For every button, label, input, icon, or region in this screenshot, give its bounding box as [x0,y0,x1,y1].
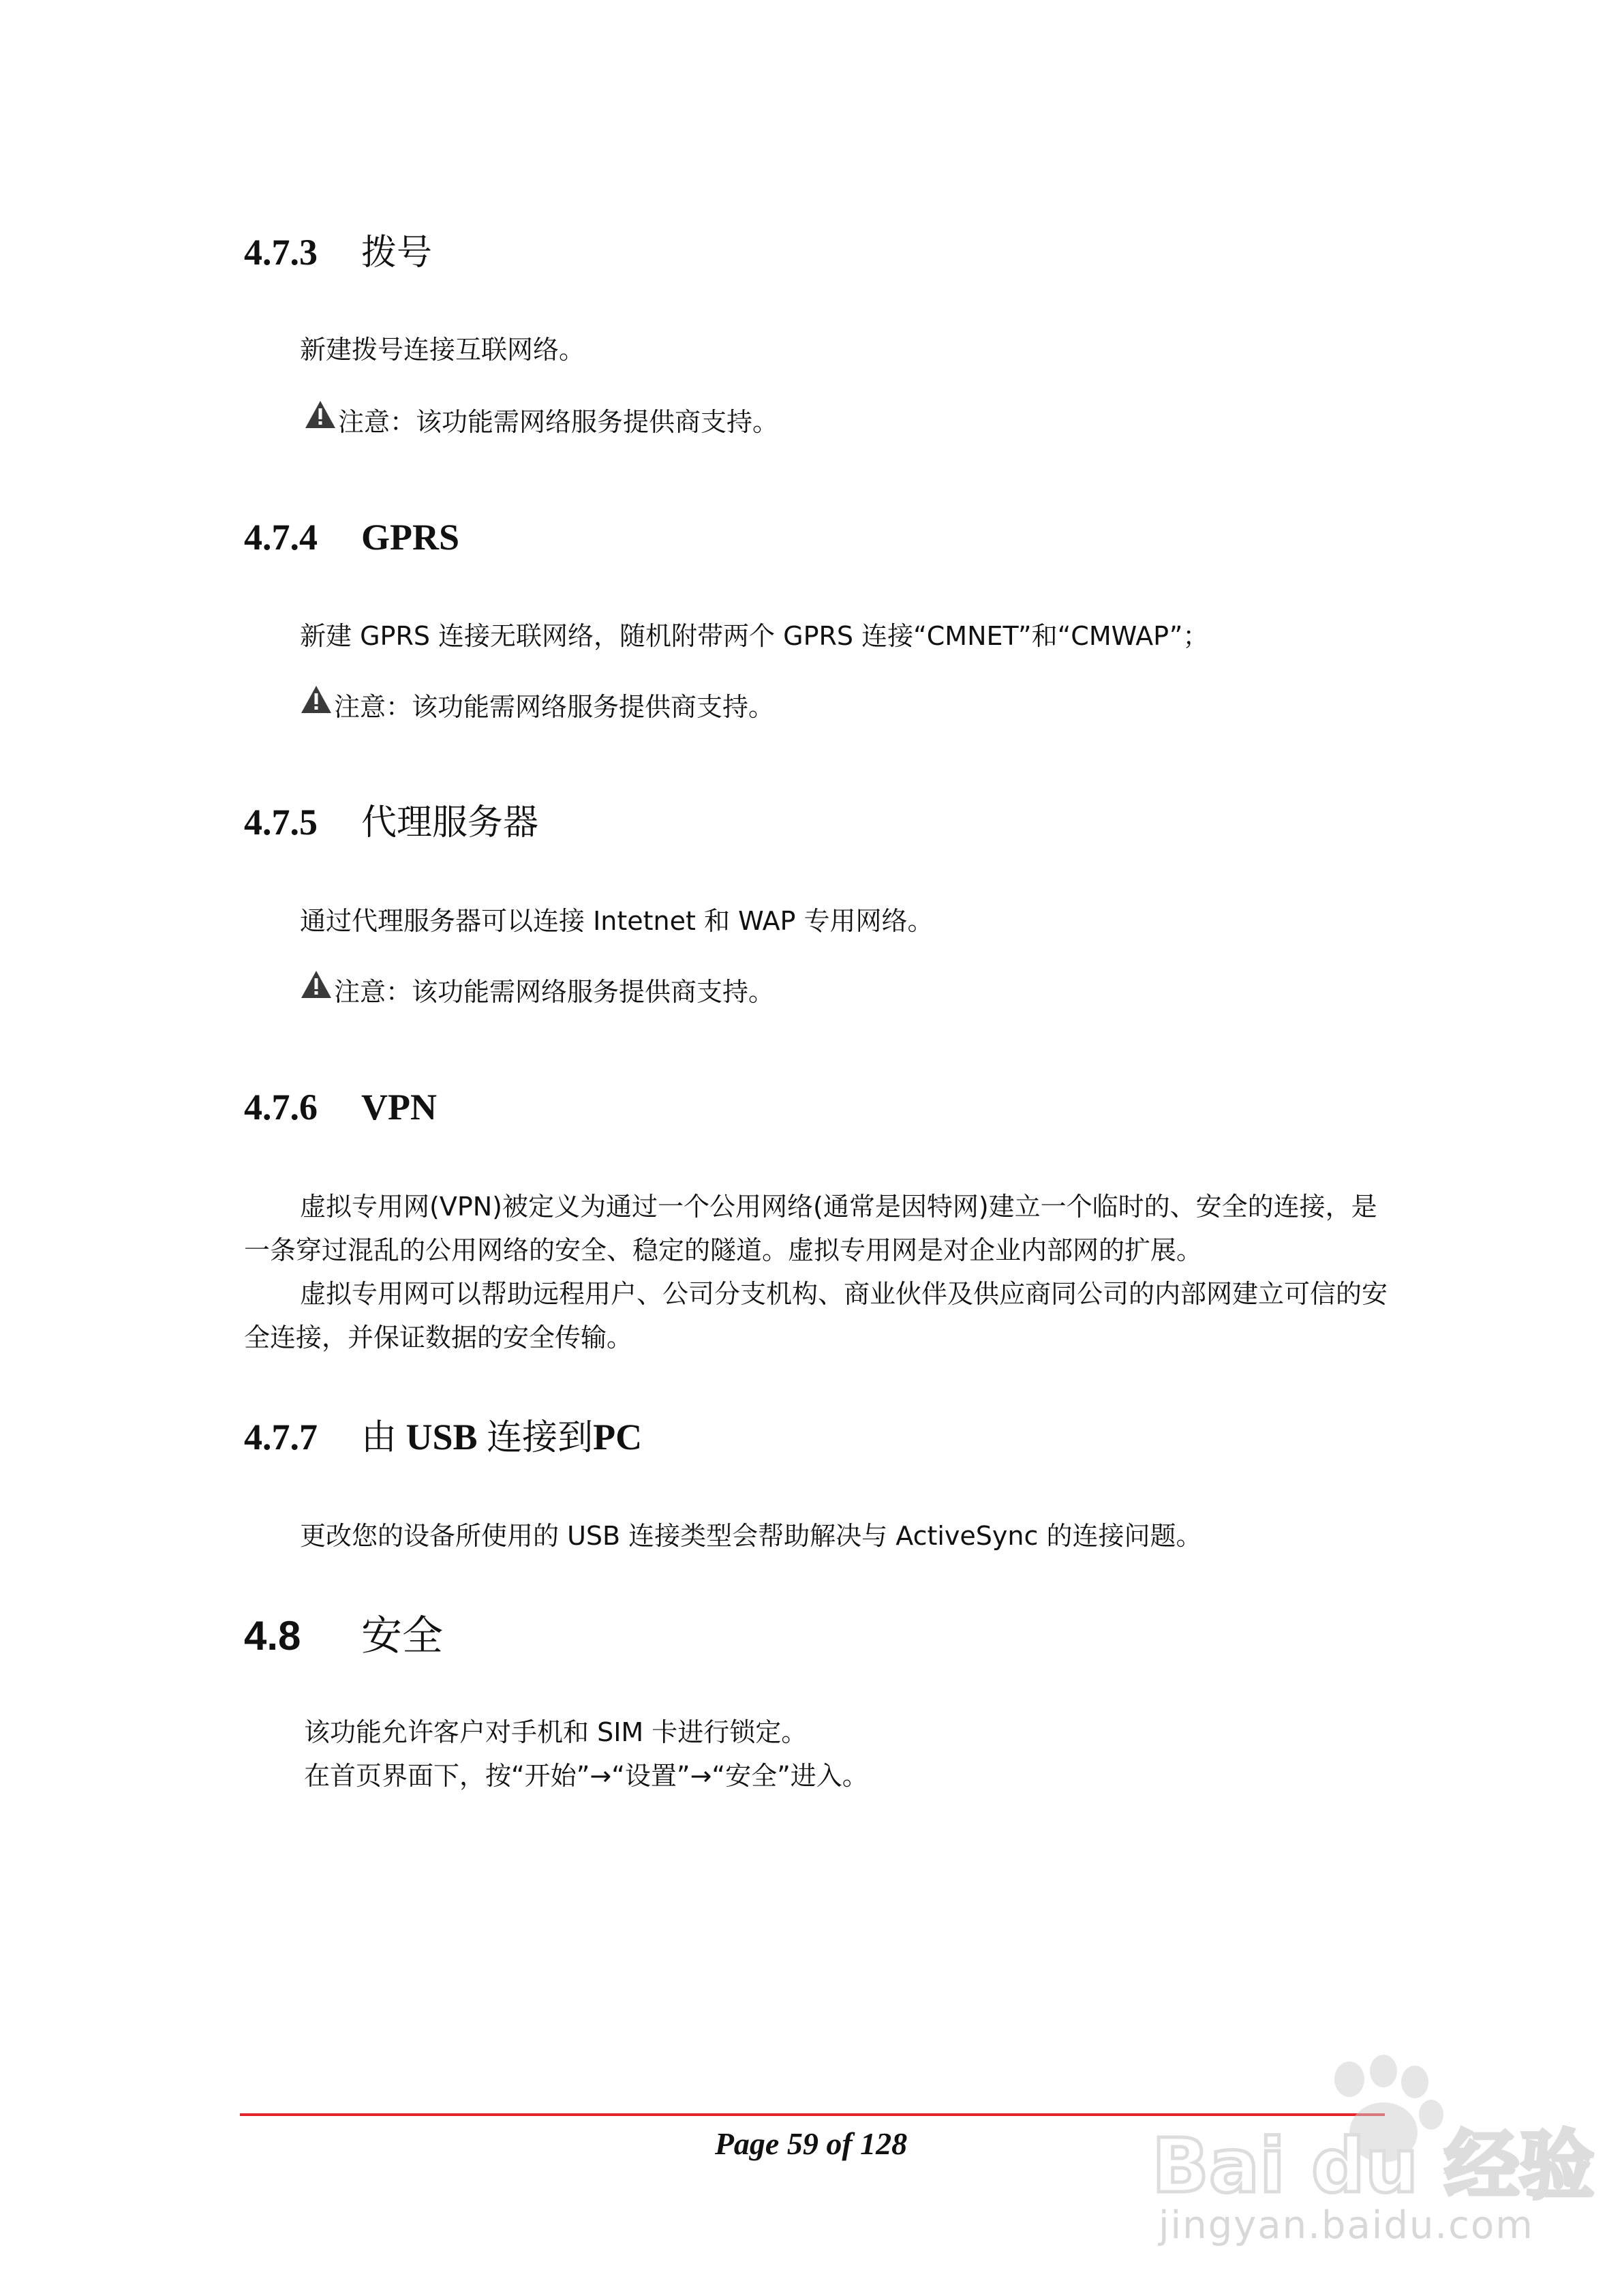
heading-number: 4.7.4 [244,517,318,558]
paragraph-text: 更改您的设备所使用的 USB 连接类型会帮助解决与 ActiveSync 的连接问题。 [300,1521,1202,1551]
heading-4-7-4 [244,515,459,559]
heading-title-part: 连接到 [487,1417,594,1458]
heading-title: 安全 [361,1612,443,1660]
note-text: 注意：该功能需网络服务提供商支持。 [334,692,775,722]
heading-number: 4.7.5 [244,802,318,843]
paragraph-text: 在首页界面下，按“开始”→“设置”→“安全”进入。 [304,1761,868,1791]
paragraph-gprs [300,619,1208,653]
warning-triangle-icon [300,684,333,714]
paragraph-proxy [300,904,934,938]
paragraph-text: 新建拨号连接互联网络。 [300,335,585,365]
heading-4-7-7 [244,1415,642,1460]
heading-4-7-5 [244,800,538,845]
heading-number: 4.8 [244,1613,301,1659]
heading-number: 4.7.7 [244,1417,318,1457]
heading-4-7-3 [244,230,432,275]
heading-title-part: PC [593,1417,643,1457]
note-dialup [304,405,778,439]
watermark-logo-text: Bai du 经验 [1152,2122,1595,2209]
note-gprs [300,690,774,724]
note-text: 注意：该功能需网络服务提供商支持。 [338,407,779,437]
paragraph-text: 新建 GPRS 连接无联网络，随机附带两个 GPRS 连接“CMNET”和“CMWAP”； [300,621,1209,651]
page-number: Page 59 of 128 [714,2126,908,2161]
heading-number: 4.7.6 [244,1087,318,1128]
paragraph-text: 该功能允许客户对手机和 SIM 卡进行锁定。 [304,1717,808,1747]
heading-title: 拨号 [361,232,433,273]
note-proxy [300,975,774,1009]
heading-title-part: 由 [361,1417,397,1458]
warning-triangle-icon [304,399,337,429]
heading-title: 代理服务器 [361,802,539,843]
paragraph-text: 通过代理服务器可以连接 Intetnet 和 WAP 专用网络。 [300,906,934,936]
note-text: 注意：该功能需网络服务提供商支持。 [334,977,775,1007]
vpn-paragraph-1: 虚拟专用网(VPN)被定义为通过一个公用网络(通常是因特网)建立一个临时的、安全的连接，是一条穿过混乱的公用网络的安全、稳定的隧道。虚拟专用网是对企业内部网的扩展。 [244,1192,1377,1265]
heading-4-7-6 [244,1085,437,1129]
paragraph-security-2 [304,1759,868,1793]
heading-title: GPRS [361,517,460,558]
heading-title: VPN [361,1087,437,1128]
paragraph-dialup [300,333,585,367]
watermark-url: jingyan.baidu.com [1159,2203,1534,2248]
heading-4-8 [244,1612,443,1661]
warning-triangle-icon [300,969,333,999]
vpn-paragraphs [244,1185,1389,1359]
heading-number: 4.7.3 [244,232,318,273]
paragraph-usb [300,1519,1202,1553]
heading-title-part: USB [406,1417,478,1457]
vpn-paragraph-2: 虚拟专用网可以帮助远程用户、公司分支机构、商业伙伴及供应商同公司的内部网建立可信的安全连接，并保证数据的安全传输。 [244,1279,1388,1353]
paragraph-security-1 [304,1715,807,1749]
